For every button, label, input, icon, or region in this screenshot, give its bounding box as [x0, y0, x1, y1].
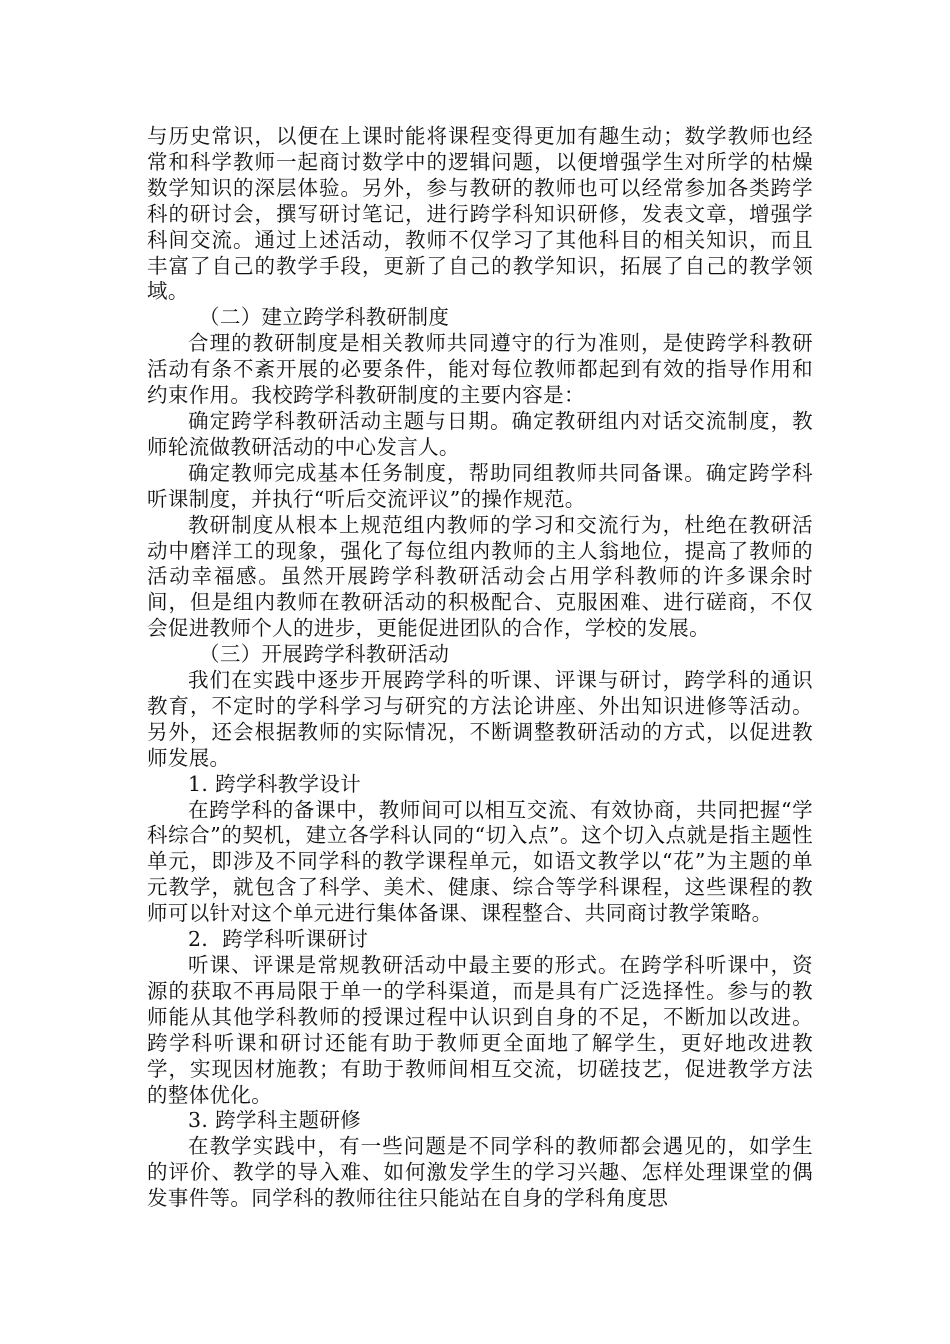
- paragraph-teaching-design: 在跨学科的备课中，教师间可以相互交流、有效协商，共同把握“学科综合”的契机，建立各学科认同的“切入点”。这个切入点就是指主题性单元，即涉及不同学科的教学课程单元，如语文教学以“花”为主题的单元教学，就包含了科学、美术、健康、综合等学科课程，这些课程的教师可以针对这个单元进行集体备课、课程整合、共同商讨教学策略。: [147, 797, 813, 926]
- subheading-1: 1. 跨学科教学设计: [188, 771, 362, 796]
- paragraph-thematic-study: 在教学实践中，有一些问题是不同学科的教师都会遇见的，如学生的评价、教学的导入难、如何激发学生的学习兴趣、怎样处理课堂的偶发事件等。同学科的教师往往只能站在自身的学科角度思: [147, 1134, 813, 1211]
- section-heading-2: （二）建立跨学科教研制度: [199, 305, 450, 330]
- paragraph-system-overview: 合理的教研制度是相关教师共同遵守的行为准则，是使跨学科教研活动有条不紊开展的必要条件，能对每位教师都起到有效的指导作用和约束作用。我校跨学科教研制度的主要内容是：: [147, 331, 813, 408]
- paragraph-activities-overview: 我们在实践中逐步开展跨学科的听课、评课与研讨，跨学科的通识教育，不定时的学科学习与研究的方法论讲座、外出知识进修等活动。另外，还会根据教师的实际情况，不断调整教研活动的方式，以促进教师发展。: [147, 668, 813, 770]
- subheading-3: 3. 跨学科主题研修: [188, 1108, 362, 1133]
- section-heading-3: （三）开展跨学科教研活动: [199, 642, 450, 667]
- document-page: [147, 124, 813, 1212]
- paragraph-system-effect: 教研制度从根本上规范组内教师的学习和交流行为，杜绝在教研活动中磨洋工的现象，强化了每位组内教师的主人翁地位，提高了教师的活动幸福感。虽然开展跨学科教研活动会占用学科教师的许多课余时间，但是组内教师在教研活动的积极配合、克服困难、进行磋商，不仅会促进教师个人的进步，更能促进团队的合作，学校的发展。: [147, 512, 813, 641]
- paragraph-intro-continued: 与历史常识，以便在上课时能将课程变得更加有趣生动；数学教师也经常和科学教师一起商讨数学中的逻辑问题，以便增强学生对所学的枯燥数学知识的深层体验。另外，参与教研的教师也可以经常参加各类跨学科的研讨会，撰写研讨笔记，进行跨学科知识研修，发表文章，增强学科间交流。通过上述活动，教师不仅学习了其他科目的相关知识，而且丰富了自己的教学手段，更新了自己的教学知识，拓展了自己的教学领域。: [147, 124, 813, 304]
- subheading-2: 2．跨学科听课研讨: [188, 927, 369, 952]
- paragraph-system-item-1: 确定跨学科教研活动主题与日期。确定教研组内对话交流制度，教师轮流做教研活动的中心发言人。: [147, 408, 813, 459]
- paragraph-lesson-observation: 听课、评课是常规教研活动中最主要的形式。在跨学科听课中，资源的获取不再局限于单一的学科渠道，而是具有广泛选择性。参与的教师能从其他学科教师的授课过程中认识到自身的不足，不断加以改进。跨学科听课和研讨还能有助于教师更全面地了解学生，更好地改进教学，实现因材施教；有助于教师间相互交流，切磋技艺，促进教学方法的整体优化。: [147, 953, 813, 1107]
- paragraph-system-item-2: 确定教师完成基本任务制度，帮助同组教师共同备课。确定跨学科听课制度，并执行“听后交流评议”的操作规范。: [147, 460, 813, 511]
